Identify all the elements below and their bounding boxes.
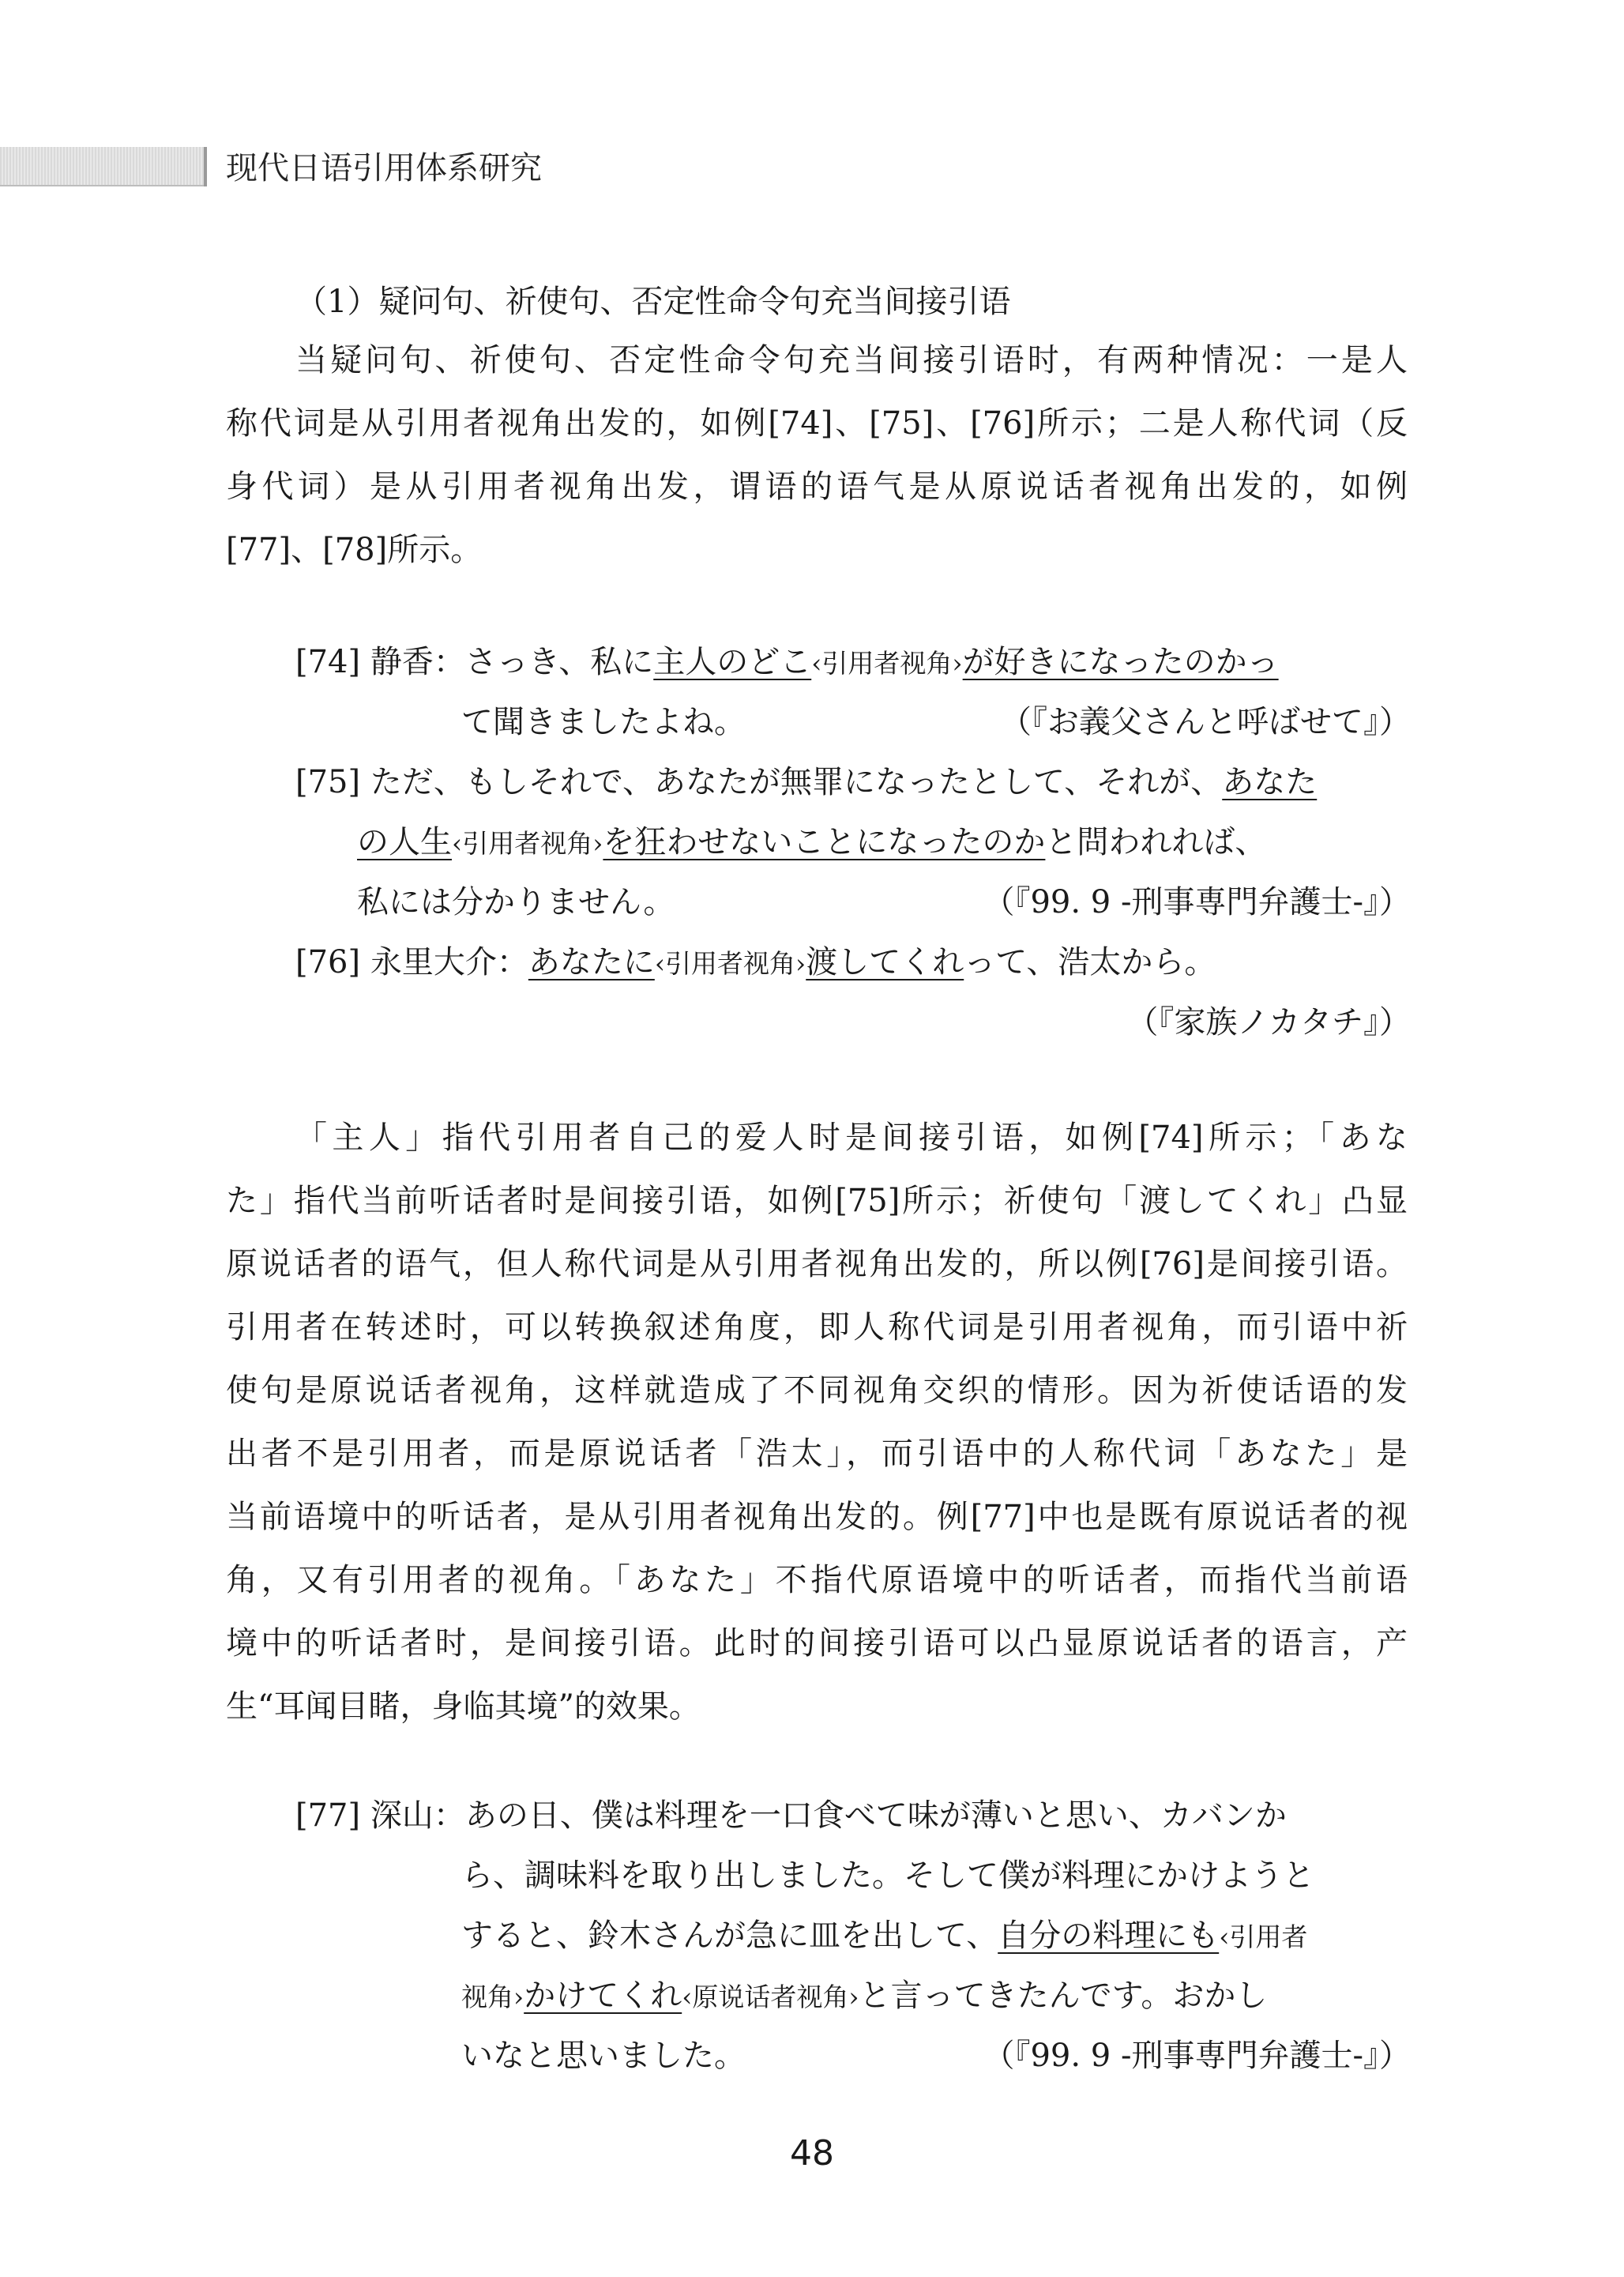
example-75-line-2: の人生‹引用者视角›を狂わせないことになったのかと問われれば、 (357, 824, 1267, 860)
para2-line-6: 出者不是引用者，而是原说话者「浩太」，而引语中的人称代词「あなた」是 (226, 1436, 1408, 1472)
speaker: 静香： (370, 644, 465, 680)
example-76-source: （『家族ノカタチ』） (1126, 1004, 1411, 1041)
example-77-source: （『99. 9 -刑事専門弁護士-』） (983, 2038, 1411, 2074)
example-77-line-2: ら、調味料を取り出しました。そして僕が料理にかけようと (461, 1857, 1314, 1894)
example-75-source: （『99. 9 -刑事専門弁護士-』） (983, 884, 1411, 920)
example-76: [76] 永里大介：あなたに‹引用者视角›渡してくれって、浩太から。 (295, 944, 1216, 980)
para2-line-9: 境中的听话者时，是间接引语。此时的间接引语可以凸显原说话者的语言，产 (226, 1625, 1408, 1662)
para1-line-3: 身代词）是从引用者视角出发，谓语的语气是从原说话者视角出发的，如例 (226, 469, 1408, 505)
para2-line-4: 引用者在转述时，可以转换叙述角度，即人称代词是引用者视角，而引语中祈 (226, 1309, 1408, 1346)
section-heading: （1）疑问句、祈使句、否定性命令句充当间接引语 (295, 284, 1011, 320)
perspective-tag: ‹引用者视角› (811, 648, 963, 679)
perspective-tag: ‹引用者 (1219, 1921, 1308, 1952)
header-divider (204, 147, 207, 186)
example-74: [74] 静香：さっき、私に主人のどこ‹引用者视角›が好きになったのかっ (295, 644, 1279, 680)
para2-line-8: 角，又有引用者的视角。「あなた」不指代原语境中的听话者，而指代当前语 (226, 1562, 1408, 1598)
para2-line-2: た」指代当前听话者时是间接引语，如例[75]所示；祈使句「渡してくれ」凸显 (226, 1183, 1408, 1219)
para2-line-7: 当前语境中的听话者，是从引用者视角出发的。例[77]中也是既有原说话者的视 (226, 1499, 1408, 1535)
example-77-line-3: すると、鈴木さんが急に皿を出して、自分の料理にも‹引用者 (461, 1918, 1308, 1954)
perspective-tag: ‹引用者视角› (654, 948, 806, 979)
example-75-line-3: 私には分かりません。 (357, 884, 675, 920)
speaker: 深山： (370, 1797, 465, 1834)
para1-line-2: 称代词是从引用者视角出发的，如例[74]、[75]、[76]所示；二是人称代词（反 (226, 405, 1408, 442)
page-number: 48 (790, 2133, 834, 2174)
example-77: [77] 深山：あの日、僕は料理を一口食べて味が薄いと思い、カバンか (295, 1797, 1287, 1834)
perspective-tag: ‹引用者视角› (452, 828, 603, 859)
example-number: [76] (295, 944, 361, 980)
para2-line-3: 原说话者的语气，但人称代词是从引用者视角出发的，所以例[76]是间接引语。 (226, 1246, 1408, 1282)
example-number: [75] (295, 764, 361, 800)
example-number: [77] (295, 1797, 361, 1834)
para2-line-1: 「主人」指代引用者自己的爱人时是间接引语，如例[74]所示；「あな (295, 1120, 1408, 1156)
perspective-tag: 视角› (461, 1982, 524, 2012)
perspective-tag: ‹原说话者视角› (682, 1982, 859, 2012)
para1-line-4: [77]、[78]所示。 (226, 532, 483, 568)
speaker: 永里大介： (370, 944, 528, 980)
example-75: [75] ただ、もしそれで、あなたが無罪になったとして、それが、あなた (295, 764, 1318, 800)
para1-line-1: 当疑问句、祈使句、否定性命令句充当间接引语时，有两种情况：一是人 (295, 342, 1408, 378)
para2-line-5: 使句是原说话者视角，这样就造成了不同视角交织的情形。因为祈使话语的发 (226, 1372, 1408, 1409)
example-77-line-5: いなと思いました。 (461, 2038, 746, 2074)
example-74-line-2: て聞きましたよね。 (461, 704, 746, 740)
header-decoration (0, 147, 204, 186)
para2-line-10: 生“耳闻目睹，身临其境”的效果。 (226, 1688, 701, 1725)
running-header-title: 现代日语引用体系研究 (226, 150, 542, 186)
example-number: [74] (295, 644, 361, 680)
example-77-line-4: 视角›かけてくれ‹原说话者视角›と言ってきたんです。おかし (461, 1978, 1268, 2014)
example-74-source: （『お義父さんと呼ばせて』） (1000, 704, 1411, 740)
